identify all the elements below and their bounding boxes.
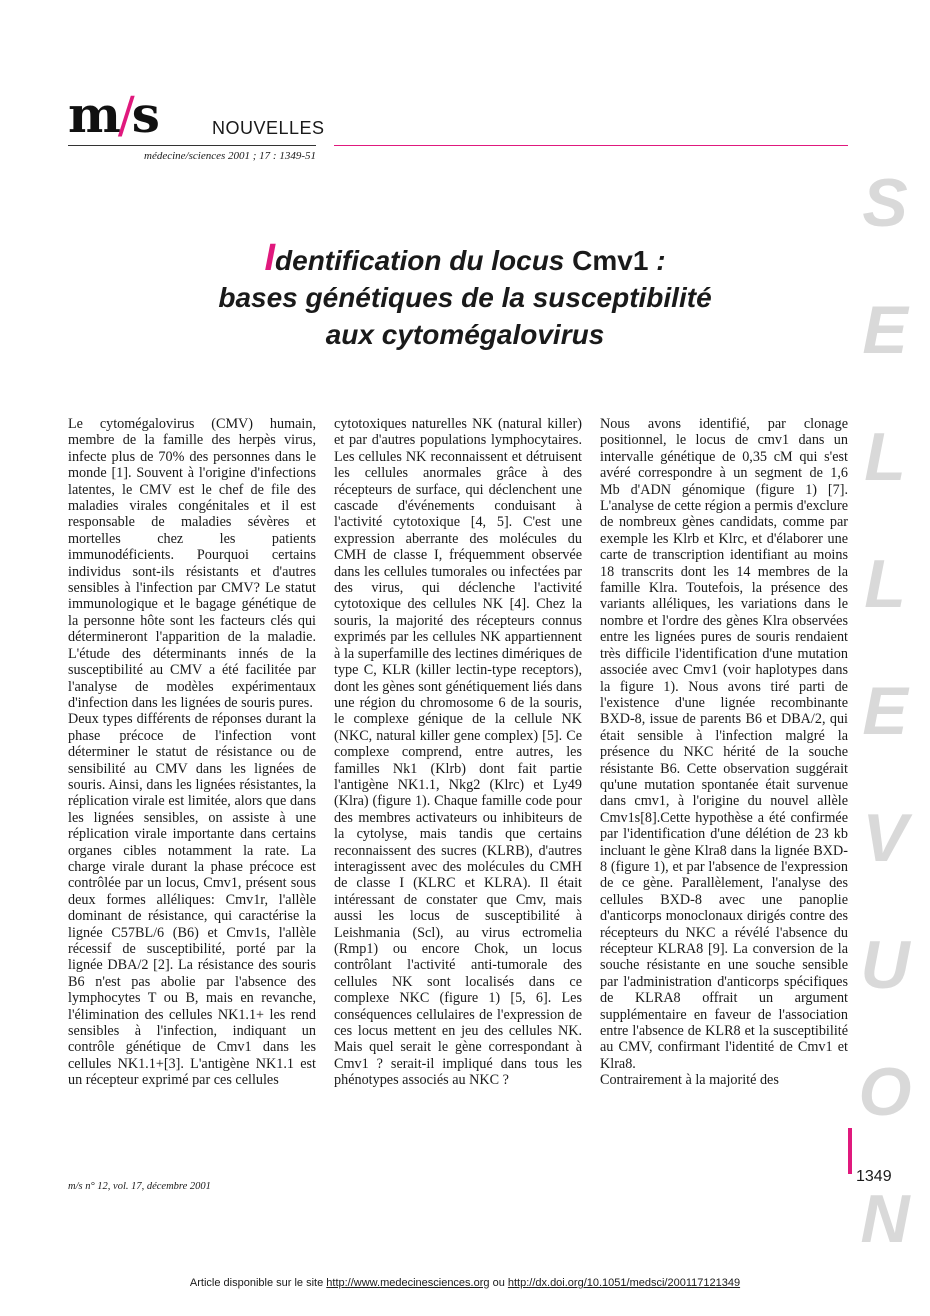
title-gene-name: Cmv1 [564,245,649,276]
side-letter: N [860,1181,910,1257]
title-line-1-end: : [648,245,666,276]
article-title [120,237,810,353]
availability-middle: ou [489,1277,508,1289]
journal-logo [68,85,157,144]
paragraph: Nous avons identifié, par clonage positionnel, le locus de cmv1 dans un intervalle génétique de 0,35 cM qui s'est avéré correspondre à un segment de 1,6 Mb d'ADN génomique (figure 1) [7]. L'analyse de cette région a permis d'exclure de nombreux gènes candidats, comme par exemple les Klrb et Klrc, et d'élaborer une carte de transcription identifiant au moins 18 transcrits dont les 14 membres de la famille Klra. Toutefois, la présence des variants alléliques, les variations dans le nombre et l'ordre des gènes Klra observées entre les lignées pures de souris rendaient très difficile l'identification d'une mutation associée avec Cmv1 (voir haplotypes dans la figure 1). Nous avons tiré parti de l'existence d'une lignée recombinante BXD-8, issue de parents B6 et DBA/2, qui était sensible à l'infection malgré la présence du NKC hérité de la souche résistante B6. Cette observation suggérait qu'une mutation spontanée était survenue dans cmv1, à l'origine du nouvel allèle Cmv1s[8].Cette hypothèse a été confirmée par l'identification d'une délétion de 23 kb incluant le gène Klra8 dans la lignée BXD-8 (figure 1), et par l'absence de l'expression de ce gène. Parallèlement, l'analyse des cellules BXD-8 avec une panoplie d'anticorps monoclonaux dirigés contre des récepteurs du NKC a révélé l'absence du récepteur KLRA8 [9]. La conversion de la souche résistante en une souche sensible par l'administration d'anticorps spécifiques de KLRA8 offrait un argument supplémentaire en faveur de l'association entre l'absence de KLR8 et la susceptibilité au CMV, confirmant l'identité de Cmv1 et Klra8. [600,416,848,1072]
title-line-1 [120,237,810,279]
side-letter: V [862,800,908,876]
title-line-1-text: dentification du locus [275,245,565,276]
logo-slash: / [117,86,132,144]
doi-link[interactable]: http://dx.doi.org/10.1051/medsci/200117121349 [507,1277,741,1289]
title-line-3: aux cytomégalovirus [325,319,605,350]
side-letter: E [862,673,908,749]
site-link[interactable]: http://www.medecinesciences.org [326,1277,490,1289]
paragraph: Deux types différents de réponses durant la phase précoce de l'infection vont déterminer le statut de résistance ou de sensibilité au CMV dans les lignées de souris. Ainsi, dans les lignées résistantes, la réplication virale est limitée, alors que dans les lignées sensibles, on assiste à une réplication virale importante dans certains organes cibles notamment la rate. La charge virale durant la phase précoce est contrôlée par un locus, Cmv1, présent sous deux formes alléliques: Cmv1r, l'allèle dominant de résistance, qui caractérise la lignée C57BL/6 (B6) et Cmv1s, l'allèle récessif de susceptibilité, porté par la lignée DBA/2 [2]. La résistance des souris B6 n'est pas abolie par l'absence des lymphocytes T ou B, mais en revanche, l'élimination des cellules NK1.1+ les rend sensibles à l'infection, indiquant un contrôle génétique de Cmv1 dans les cellules NK1.1+[3]. L'antigène NK1.1 est un récepteur exprimé par ces cellules [68,711,316,1089]
side-section-letters [846,140,924,1283]
journal-citation: médecine/sciences 2001 ; 17 : 1349-51 [144,150,316,162]
text-column-3 [600,416,848,1089]
side-letter: E [862,292,908,368]
title-line-2: bases génétiques de la susceptibilité [218,282,712,313]
side-letter: O [858,1054,912,1130]
logo-m: m [68,85,118,144]
title-drop-cap: I [264,237,276,279]
page-number-marker [848,1128,852,1174]
text-column-1 [68,416,316,1089]
paragraph: Le cytomégalovirus (CMV) humain, membre de la famille des herpès virus, infecte plus de 70% des personnes dans le monde [1]. Souvent à l'origine d'infections latentes, le CMV est le chef de file des maladies virales congénitales et il est responsable de maladies sévères et mortelles chez les patients immunodéficients. Pourquoi certains individus sont-ils résistants et d'autres sensibles à l'infection par CMV? Le statut immunologique et le bagage génétique de la personne hôte sont les facteurs clés qui détermineront l'apparition de la maladie. L'étude des déterminants innés de la susceptibilité au CMV a été facilitée par l'analyse de modèles expérimentaux d'infection dans les lignées de souris pures. [68,416,316,711]
availability-prefix: Article disponible sur le site [189,1277,327,1289]
side-letter: S [862,165,908,241]
text-column-2 [334,416,582,1089]
page-number: 1349 [856,1168,892,1185]
side-letter: L [864,546,906,622]
paragraph: cytotoxiques naturelles NK (natural killer) et par d'autres populations lymphocytaires. Les cellules NK reconnaissent et détruisent les cellules anormales grâce à des récepteurs de surface, qui déclenchent une cascade d'événements conduisant à l'activité cytotoxique [4, 5]. C'est une expression aberrante des molécules du CMH de classe I, fréquemment observée dans les cellules tumorales ou infectées par des virus, qui déclenche l'activité cytotoxique des cellules NK [4]. Chez la souris, la majorité des récepteurs connus exprimés par les cellules NK appartiennent à la superfamille des lectines dimériques de type C, KLR (killer lectin-type receptors), dont les gènes sont génétiquement liés dans une région du chromosome 6 de la souris, le complexe génique de la cellule NK (NKC, natural killer gene complex) [5]. Ce complexe comprend, entre autres, les familles Nk1 (Klrb) dont fait partie l'antigène NK1.1, Nkg2 (Klrc) et Ly49 (Klra) (figure 1). Chaque famille code pour des membres activateurs ou inhibiteurs de la cytolyse, mais tandis que certains reconnaissent des sucres (KLRB), d'autres interagissent avec des molécules du CMH de classe I (KLRC et KLRA). Il était intéressant de constater que Cmv, mais aussi les locus de susceptibilité à Leishmania (Scl), au virus ectromelia (Rmp1) ou encore Chok, un locus contrôlant l'activité anti-tumorale des cellules NK sont localisés dans ce complexe NKC (figure 1) [5, 6]. Les conséquences cellulaires de l'expression de ces locus mettent en jeu des cellules NK. Mais quel serait le gène correspondant à Cmv1 ? serait-il impliqué dans tous les phénotypes associés au NKC ? [334,416,582,1089]
header-rule-left [68,145,316,146]
availability-notice [0,1277,930,1289]
section-label: NOUVELLES [212,118,325,138]
paragraph: Contrairement à la majorité des [600,1072,779,1089]
issue-footer: m/s n° 12, vol. 17, décembre 2001 [68,1181,211,1192]
side-letter: U [860,927,910,1003]
logo-s: s [131,85,157,144]
header-rule-right [334,145,848,146]
side-letter: L [864,419,906,495]
